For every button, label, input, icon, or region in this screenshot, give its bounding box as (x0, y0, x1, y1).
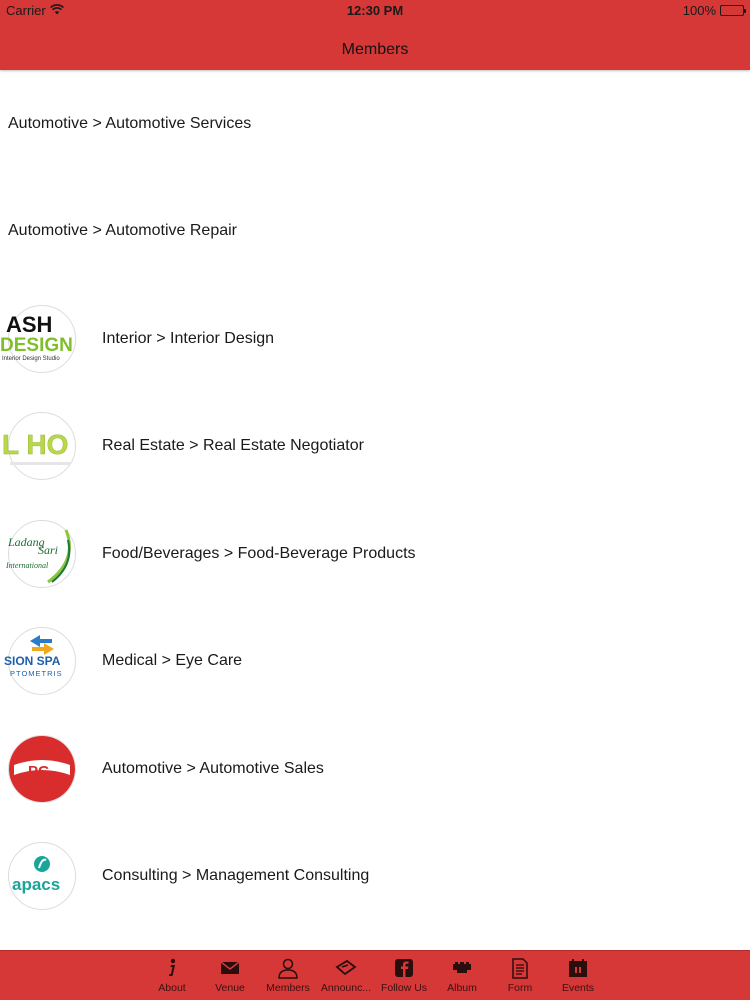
tab-about[interactable] (143, 957, 201, 994)
ash-design-logo (0, 305, 76, 373)
battery-icon (720, 5, 744, 16)
list-item[interactable] (0, 285, 750, 393)
carrier-label: Carrier (6, 3, 46, 18)
svg-text:L HO: L HO (2, 429, 69, 461)
tab-announcements[interactable] (317, 957, 375, 994)
status-bar (0, 0, 750, 20)
member-category: Food/Beverages > Food-Beverage Products (102, 544, 416, 562)
envelope-icon (219, 957, 241, 979)
members-list[interactable] (0, 70, 750, 950)
svg-text:Sari: Sari (38, 542, 59, 557)
document-icon (509, 957, 531, 979)
list-item[interactable] (0, 715, 750, 823)
facebook-icon (393, 957, 415, 979)
member-category: Automotive > Automotive Sales (102, 759, 324, 777)
tab-label: Follow Us (380, 982, 428, 994)
tab-venue[interactable] (201, 957, 259, 994)
list-item[interactable] (0, 608, 750, 716)
member-category: Interior > Interior Design (102, 329, 275, 347)
svg-text:PG: PG (28, 762, 50, 780)
info-icon (161, 957, 183, 979)
tab-form[interactable] (491, 957, 549, 994)
pg-logo (8, 735, 76, 803)
tab-label: Events (561, 982, 595, 994)
album-icon (451, 957, 473, 979)
list-item[interactable] (0, 393, 750, 501)
ladang-sari-logo (8, 520, 76, 588)
list-item[interactable] (0, 70, 750, 178)
battery-percent: 100% (682, 3, 716, 18)
svg-text:apacs: apacs (12, 875, 61, 895)
member-category: Medical > Eye Care (102, 652, 243, 670)
page-title: Members (341, 41, 409, 58)
tab-album[interactable] (433, 957, 491, 994)
status-time: 12:30 PM (346, 3, 404, 18)
svg-text:Interior Design Studio: Interior Design Studio (2, 355, 60, 362)
app-header (0, 0, 750, 70)
svg-text:SION SPA: SION SPA (4, 654, 61, 669)
member-category: Automotive > Automotive Repair (8, 222, 238, 240)
calendar-icon (567, 957, 589, 979)
tab-members[interactable] (259, 957, 317, 994)
apacs-logo (8, 842, 76, 910)
person-icon (277, 957, 299, 979)
tab-follow-us[interactable] (375, 957, 433, 994)
tab-label: Venue (215, 982, 245, 994)
svg-text:International: International (6, 560, 49, 570)
list-item[interactable] (0, 823, 750, 931)
svg-text:Ladang: Ladang (8, 534, 45, 549)
tab-label: Album (447, 982, 477, 994)
ticket-icon (335, 957, 357, 979)
svg-text:PTOMETRIS: PTOMETRIS (10, 669, 63, 679)
real-estate-logo (2, 412, 76, 480)
tab-label: Form (507, 982, 533, 994)
member-category: Consulting > Management Consulting (102, 867, 370, 885)
list-item[interactable] (0, 178, 750, 286)
member-category: Automotive > Automotive Services (8, 114, 252, 132)
tab-events[interactable] (549, 957, 607, 994)
member-category: Real Estate > Real Estate Negotiator (102, 437, 364, 455)
tab-label: Members (266, 982, 310, 994)
tab-bar (0, 950, 750, 1000)
svg-text:DESIGN: DESIGN (0, 334, 73, 356)
tab-label: About (158, 982, 186, 994)
tab-label: Announc... (320, 982, 372, 994)
svg-text:ASH: ASH (6, 311, 53, 337)
vision-spa-logo (4, 627, 76, 695)
list-item[interactable] (0, 500, 750, 608)
